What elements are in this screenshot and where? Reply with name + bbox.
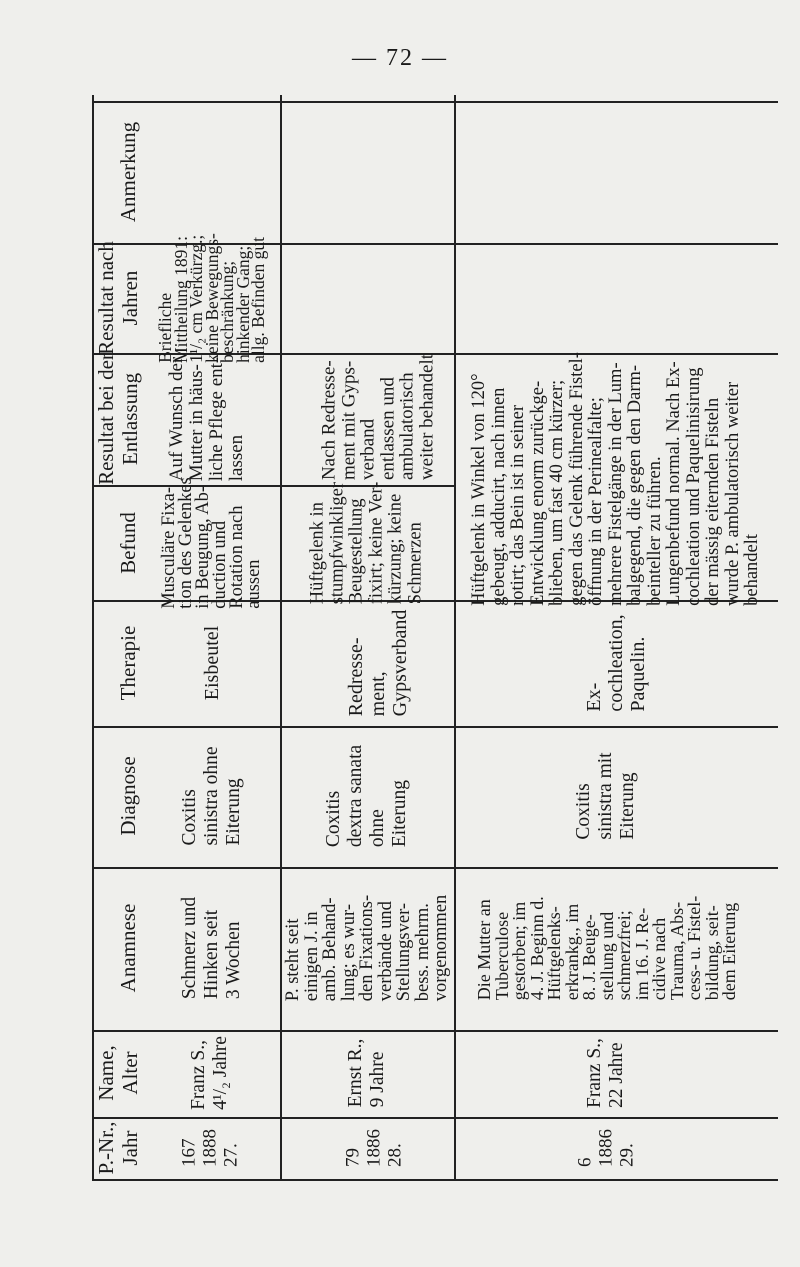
- row-separator-2: [454, 95, 456, 1181]
- record-1-resultat-entlassung: Auf Wunsch der Mutter in häus- liche Pflege ent- lassen: [166, 356, 247, 482]
- header-befund: Befund: [116, 512, 140, 574]
- table-bottom-rule: [94, 1179, 778, 1181]
- page-number: — 72 —: [352, 45, 448, 71]
- sep-anamnese: [94, 1030, 778, 1032]
- record-1-pnr-jahr: 167 1888 27.: [178, 1129, 242, 1167]
- record-3-name-alter: Franz S., 22 Jahre: [584, 1038, 627, 1108]
- record-2-anamnese: P. steht seit einigen J. in amb. Behand- lung; es wur- den Fixations- verbände und Stellungsver- bess. mehrm. vorgenommen: [282, 894, 451, 1002]
- header-pnr-jahr: P.-Nr., Jahr: [94, 1121, 142, 1175]
- header-therapie: Therapie: [116, 625, 140, 701]
- header-resultat-jahren: Resultat nach Jahren: [94, 241, 142, 355]
- record-1-befund: Musculäre Fixa- tion des Gelenkes in Beugung, Ab- duction und Rotation nach aussen: [159, 477, 264, 609]
- record-2-resultat-entlassung: Nach Redresse- ment mit Gyps- verband entlassen und ambulatorisch weiter behandelt: [318, 353, 437, 481]
- header-resultat-entlassung: Resultat bei der Entlassung: [94, 353, 142, 485]
- header-anamnese: Anamnese: [116, 903, 140, 993]
- record-2-befund: Hüftgelenk in stumpfwinkliger Beugestellung fixirt; keine Ver- kürzung; keine Schmerzen: [307, 481, 425, 605]
- record-1-resultat-jahren: Briefliche Mittheilung 1891: 1¹/₂ cm Verkürzg.; keine Bewegungs- beschränkung; hinkender Gang; allg. Befinden gut: [154, 233, 268, 363]
- patient-table: [92, 95, 778, 1181]
- record-2-name-alter: Ernst R., 9 Jahre: [345, 1038, 388, 1108]
- sep-name-alter: [94, 1117, 778, 1119]
- record-2-diagnose: Coxitis dextra sanata ohne Eiterung: [323, 744, 410, 848]
- record-2-pnr-jahr: 79 1886 28.: [342, 1129, 406, 1167]
- record-3-anamnese: Die Mutter an Tuberculose gestorben; im 4. J. Beginn d. Hüftgelenks- erkrankg., im 8. J. Beuge- stellung und schmerzfrei; im 16. J. Re- cidive nach Trauma, Abs- cess- u. Fistel- bildung, seit- dem Eiterung: [473, 895, 739, 1001]
- record-3-therapie: Ex- cochleation, Paquelin.: [583, 614, 649, 712]
- header-name-alter: Name, Alter: [94, 1045, 142, 1101]
- row-separator-1: [280, 95, 282, 1181]
- header-diagnose: Diagnose: [116, 756, 140, 836]
- record-1-diagnose: Coxitis sinistra ohne Eiterung: [179, 746, 244, 846]
- record-2-therapie: Redresse- ment, Gypsverband: [345, 609, 411, 717]
- record-3-pnr-jahr: 6 1886 29.: [574, 1129, 638, 1167]
- record-1-name-alter: Franz S., 4¹/₂ Jahre: [188, 1036, 231, 1110]
- record-1-therapie: Eisbeutel: [201, 625, 223, 701]
- header-anmerkung: Anmerkung: [116, 121, 140, 223]
- header-top-rule: [94, 101, 778, 103]
- record-1-anamnese: Schmerz und Hinken seit 3 Wochen: [179, 896, 244, 1000]
- record-3-resultat-entlassung: Hüftgelenk in Winkel von 120° gebeugt, adducirt, nach innen rotirt; das Bein ist in seiner Entwicklung enorm zurückge- blieben, um fast 40 cm kürzer; gegen das Gelenk führende Fistel- öffnung in der Perinealfalte; mehrere Fistelgänge in der Lum- balgegend, die gegen den Darm- beinteller zu führen. Lungenbefund normal. Nach Ex- cochleation und Paquelinisirung der mässig eiternden Fisteln wurde P. ambulatorisch weiter behandelt: [468, 352, 762, 606]
- sep-diagnose: [94, 867, 778, 869]
- record-3-diagnose: Coxitis sinistra mit Eiterung: [573, 752, 638, 840]
- sep-therapie: [94, 726, 778, 728]
